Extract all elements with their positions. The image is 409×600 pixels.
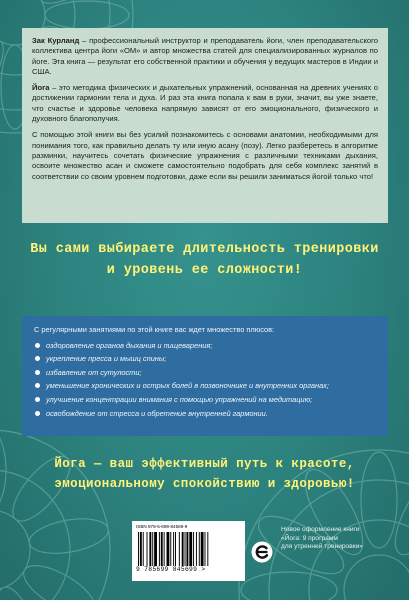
barcode-bar: [170, 532, 171, 566]
mandala-ornament-bottom-left: [0, 420, 120, 600]
tagline-benefits-line1: Йога — ваш эффективный путь к красоте,: [54, 457, 355, 471]
list-item: укрепление пресса и мышц спины;: [34, 354, 376, 364]
barcode-bar: [164, 532, 165, 566]
publisher-logo-icon: [251, 541, 273, 563]
tagline-duration-line1: Вы сами выбираете длительность тренировки: [30, 242, 379, 257]
edition-line1: Новое оформление книги: [281, 526, 360, 533]
benefits-intro: С регулярными занятиями по этой книге вас ждет множество плюсов:: [34, 325, 275, 334]
barcode-bar: [159, 532, 160, 566]
barcode-bar: [182, 532, 184, 566]
tagline-duration-line2: и уровень ее сложности!: [106, 263, 303, 278]
edition-line3: для утренней тренировки»: [281, 543, 363, 551]
barcode-bar: [175, 532, 176, 566]
barcode-box: [132, 521, 245, 581]
barcode-bar: [199, 532, 200, 566]
barcode-bar: [193, 532, 194, 566]
tagline-benefits-line2: эмоциональному спокойствию и здоровью!: [54, 477, 355, 491]
barcode-bar: [186, 532, 188, 566]
description-panel: [22, 28, 388, 223]
barcode-bar: [161, 532, 163, 566]
list-item: освобождение от стресса и обретение внутренней гармонии.: [34, 409, 376, 419]
barcode-bar: [152, 532, 153, 566]
benefits-panel: [22, 316, 388, 436]
barcode-bar: [167, 532, 170, 566]
list-item: уменьшение хронических и острых болей в позвоночнике и внутренних органах;: [34, 381, 376, 391]
yoga-definition: – это методика физических и дыхательных упражнений, основанная на древних учениях о достижении гармонии тела и духа. И раз эта книга попала к вам в руки, значит, вы уже знаете, что счастье и здоровье человека напрямую зависят от его эмоционального, физического и духовного благополучия.: [32, 83, 378, 124]
barcode-bar: [201, 532, 204, 566]
tagline-duration: [0, 239, 409, 281]
list-item: улучшение концентрации внимания с помощью упражнений на медитацию;: [34, 395, 376, 405]
book-summary-paragraph: С помощью этой книги вы без усилий познакомитесь с основами анатомии, необходимыми для понимания того, как правильно делать ту или иную асану (позу). Легко разберетесь в алгоритме разминки, научитесь сочетать физические упражнения с различными техниками дыхания, освоите множество асан и сможете самостоятельно подобрать для себя комплекс занятий в соответствии со своим уровнем подготовки, даже если вы решили заниматься йогой только что!: [32, 130, 378, 181]
barcode-bar: [196, 532, 197, 566]
barcode-bar: [138, 532, 139, 566]
author-bio: – профессиональный инструктор и преподаватель йоги, член преподавательского коллектива центра йоги «ОМ» и автор множества статей для специализированных журналов по йоге. Эта книга — результат его собственной практики и обучения у ведущих мастеров в Индии и США.: [32, 36, 378, 76]
edition-note: [281, 526, 399, 552]
author-paragraph: [32, 36, 378, 77]
barcode-bar: [189, 532, 192, 566]
barcode-bar: [185, 532, 186, 566]
benefits-list: [34, 341, 376, 419]
isbn-number: ISBN 978-5-699-84569-9: [136, 524, 188, 529]
barcode-graphic: [136, 532, 241, 566]
barcode-digits: 9 785699 845699 >: [136, 566, 206, 573]
list-item: избавление от сутулости;: [34, 368, 376, 378]
yoga-term: Йога: [32, 83, 50, 93]
author-name: Зак Курланд: [32, 36, 80, 45]
barcode-bar: [143, 532, 144, 566]
barcode-bar: [147, 532, 148, 566]
barcode-bar: [179, 532, 180, 566]
barcode-bar: [173, 532, 174, 566]
barcode-bar: [149, 532, 151, 566]
barcode-bar: [205, 532, 206, 566]
yoga-paragraph: [32, 83, 378, 124]
barcode-bar: [140, 532, 142, 566]
barcode-bar: [154, 532, 157, 566]
barcode-bar: [207, 532, 208, 566]
tagline-benefits: [0, 454, 409, 494]
list-item: оздоровление органов дыхания и пищеварения;: [34, 341, 376, 351]
edition-line2: «Йога: 9 программ: [281, 534, 338, 542]
